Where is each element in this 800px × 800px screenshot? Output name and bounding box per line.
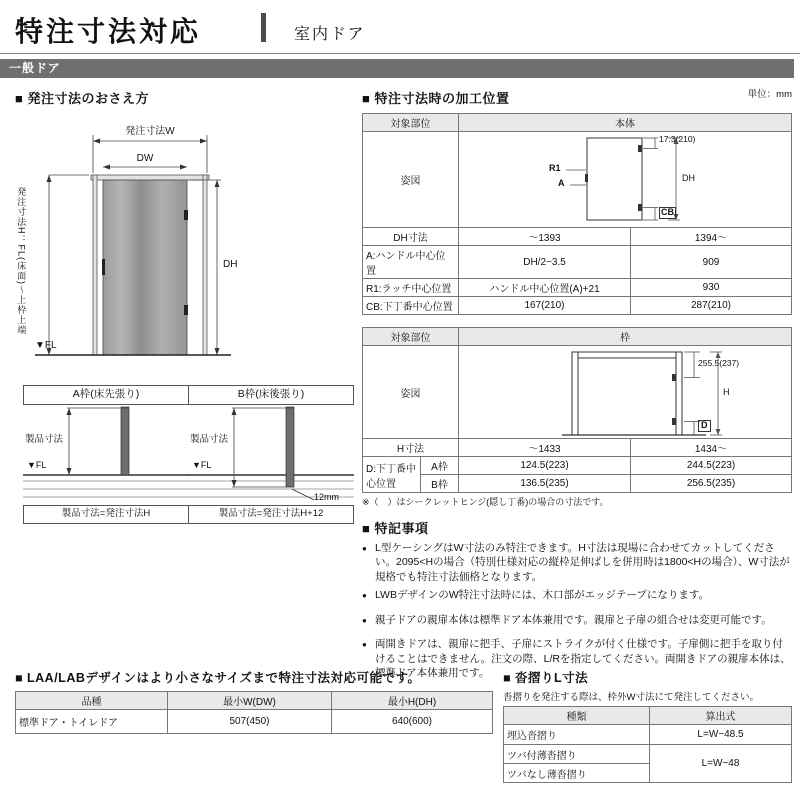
- bottom-hinge-center-label: CB:下丁番中心位置: [363, 297, 459, 315]
- frame-a-product-dim-label: 製品寸法: [25, 434, 64, 445]
- body-part-value: 本体: [459, 114, 792, 132]
- handle-center-label: A:ハンドル中心位置: [363, 246, 459, 279]
- table-row: [504, 725, 792, 745]
- body-figure-label: 姿図: [363, 132, 459, 228]
- page-subtitle: 室内ドア: [294, 26, 366, 43]
- table-row: [16, 692, 493, 710]
- min-size-w-value: 507(450): [168, 710, 332, 734]
- frame-b-panel: [188, 385, 354, 524]
- threshold-section: [503, 668, 792, 783]
- frame-figure-label: 姿図: [363, 346, 459, 439]
- dh-label: DH: [223, 259, 238, 270]
- door-body-svg: [462, 133, 792, 226]
- threshold-table: [503, 706, 792, 783]
- latch-center-label: R1:ラッチ中心位置: [363, 279, 459, 297]
- table-row: [363, 228, 792, 246]
- table-row: [504, 707, 792, 725]
- table-row: [363, 246, 792, 279]
- order-height-label: 発注寸法H：FL(床面)〜上枠上端: [16, 187, 27, 335]
- min-size-heading: ■ LAA/LABデザインはより小さなサイズまで特注寸法対応可能です。: [15, 671, 421, 685]
- header-rule: [0, 53, 800, 54]
- hinge-mark-top: [184, 210, 188, 220]
- dw-label: DW: [136, 153, 154, 164]
- threshold-header-type: 種類: [504, 707, 650, 725]
- frame-b-12mm-callout: 12mm: [314, 492, 340, 502]
- d-bottom-hinge-label: D:下丁番中心位置: [363, 457, 421, 493]
- handle-center-value-1: DH/2−3.5: [459, 246, 631, 279]
- body-figure-cell: [459, 132, 792, 228]
- body-cb-label: CB: [661, 207, 674, 217]
- left-column: [15, 88, 360, 524]
- category-band: 一般ドア: [0, 59, 794, 78]
- frame-b-fl-label: ▼FL: [192, 460, 212, 470]
- frame-b-formula: 製品寸法=発注寸法H+12: [188, 505, 354, 524]
- min-size-type: 標準ドア・トイレドア: [16, 710, 168, 734]
- table-row: [363, 114, 792, 132]
- frame-a-value-2: 244.5(223): [631, 457, 792, 475]
- frame-a-row-label: A枠: [421, 457, 459, 475]
- door-elevation-diagram: [15, 125, 355, 375]
- frame-a-drawing: [23, 405, 189, 505]
- h-range-2: 1434〜: [631, 439, 792, 457]
- frame-b-row-label: B枠: [421, 475, 459, 493]
- threshold-type-flangeless: ツバなし薄沓摺り: [504, 764, 650, 783]
- latch-center-value-2: 930: [631, 279, 792, 297]
- min-size-section: [15, 668, 493, 734]
- body-a-label: A: [558, 178, 565, 188]
- table-row: [363, 346, 792, 439]
- table-row: [363, 328, 792, 346]
- fl-label: ▼FL: [35, 340, 57, 351]
- latch-center-value-1: ハンドル中心位置(A)+21: [459, 279, 631, 297]
- threshold-formula-embedded: L=W−48.5: [650, 725, 792, 745]
- min-size-table: [15, 691, 493, 734]
- table-row: [363, 439, 792, 457]
- special-notes-list: [362, 541, 792, 681]
- order-width-label: 発注寸法W: [125, 126, 175, 137]
- page-title: 特注寸法対応: [15, 16, 202, 47]
- processing-position-heading: ■ 特注寸法時の加工位置: [362, 91, 510, 106]
- door-frame-figure: [462, 347, 792, 437]
- table-row: [363, 132, 792, 228]
- unit-label: 単位：mm: [747, 89, 792, 100]
- dh-range-1: 〜1393: [459, 228, 631, 246]
- bottom-hinge-center-value-1: 167(210): [459, 297, 631, 315]
- threshold-formula-thin: L=W−48: [650, 745, 792, 783]
- body-part-header: 対象部位: [363, 114, 459, 132]
- handle-mark: [102, 259, 105, 275]
- frame-top-hinge-dim: 255.5(237): [698, 358, 740, 368]
- table-row: [363, 475, 792, 493]
- dh-dim-label: DH寸法: [363, 228, 459, 246]
- h-range-1: 〜1433: [459, 439, 631, 457]
- special-notes-heading: ■ 特記事項: [362, 521, 429, 536]
- bottom-hinge-center-value-2: 287(210): [631, 297, 792, 315]
- secret-hinge-note: ※（ ）はシークレットヒンジ(隠し丁番)の場合の寸法です。: [362, 497, 609, 507]
- body-r1-label: R1: [549, 163, 561, 173]
- min-size-header-type: 品種: [16, 692, 168, 710]
- door-slab: [103, 180, 187, 355]
- frame-b-drawing: [188, 405, 354, 505]
- table-row: [363, 457, 792, 475]
- note-item: ● LWBデザインのW特注寸法時には、木口部がエッジテープになります。: [362, 588, 792, 602]
- handle-center-value-2: 909: [631, 246, 792, 279]
- frame-b-title: B枠(床後張り): [188, 385, 354, 405]
- body-dh-label: DH: [682, 173, 695, 183]
- frame-section-panels: [23, 385, 360, 524]
- threshold-description: 沓摺りを発注する際は、枠外W寸法にて発注してください。: [503, 692, 759, 703]
- frame-h-label: H: [723, 387, 730, 397]
- frame-b-product-dim-label: 製品寸法: [190, 434, 229, 445]
- threshold-type-embedded: 埋込沓摺り: [504, 725, 650, 745]
- door-body-figure: [462, 133, 792, 226]
- right-column: [362, 88, 792, 685]
- frame-a-panel: [23, 385, 189, 524]
- door-frame-svg: [462, 347, 792, 437]
- threshold-header-formula: 算出式: [650, 707, 792, 725]
- body-processing-table: [362, 113, 792, 315]
- note-item: ● L型ケーシングはW寸法のみ特注できます。H寸法は現場に合わせてカットしてください。2095<Hの場合（特別仕様対応の縦枠足伸ばしを併用時は1800<Hの場合）、W寸法が規格でも特注寸法価格となります。: [362, 541, 792, 584]
- threshold-heading: ■ 沓摺りL寸法: [503, 671, 589, 685]
- frame-d-label: D: [698, 420, 711, 432]
- h-dim-label: H寸法: [363, 439, 459, 457]
- frame-part-value: 枠: [459, 328, 792, 346]
- frame-part-header: 対象部位: [363, 328, 459, 346]
- frame-a-fl-label: ▼FL: [27, 460, 47, 470]
- hinge-mark-bottom: [184, 305, 188, 315]
- frame-b-svg: [188, 405, 354, 505]
- frame-b-value-2: 256.5(235): [631, 475, 792, 493]
- frame-a-formula: 製品寸法=発注寸法H: [23, 505, 189, 524]
- frame-processing-table: [362, 327, 792, 493]
- frame-a-title: A枠(床先張り): [23, 385, 189, 405]
- frame-figure-cell: [459, 346, 792, 439]
- frame-a-value-1: 124.5(223): [459, 457, 631, 475]
- min-size-header-h: 最小H(DH): [332, 692, 493, 710]
- frame-a-svg: [23, 405, 189, 505]
- dh-range-2: 1394〜: [631, 228, 792, 246]
- body-top-hinge-dim: 17.3(210): [659, 134, 696, 144]
- table-row: [16, 710, 493, 734]
- note-item: ● 親子ドアの親扉本体は標準ドア本体兼用です。親扉と子扉の組合せは変更可能です。: [362, 613, 792, 627]
- table-row: [504, 745, 792, 764]
- order-dimension-heading: ■ 発注寸法のおさえ方: [15, 91, 149, 106]
- threshold-type-flanged: ツバ付薄沓摺り: [504, 745, 650, 764]
- min-size-h-value: 640(600): [332, 710, 493, 734]
- table-row: [363, 279, 792, 297]
- frame-b-value-1: 136.5(235): [459, 475, 631, 493]
- title-divider: [261, 13, 266, 42]
- table-row: [363, 297, 792, 315]
- min-size-header-w: 最小W(DW): [168, 692, 332, 710]
- note-item: ● 両開きドアは、親扉に把手、子扉にストライクが付く仕様です。子扉側に把手を取り付けることはできません。注文の際、L/Rを指定してください。両開きドアの親扉本体は、標準ドア本体兼用です。: [362, 637, 792, 680]
